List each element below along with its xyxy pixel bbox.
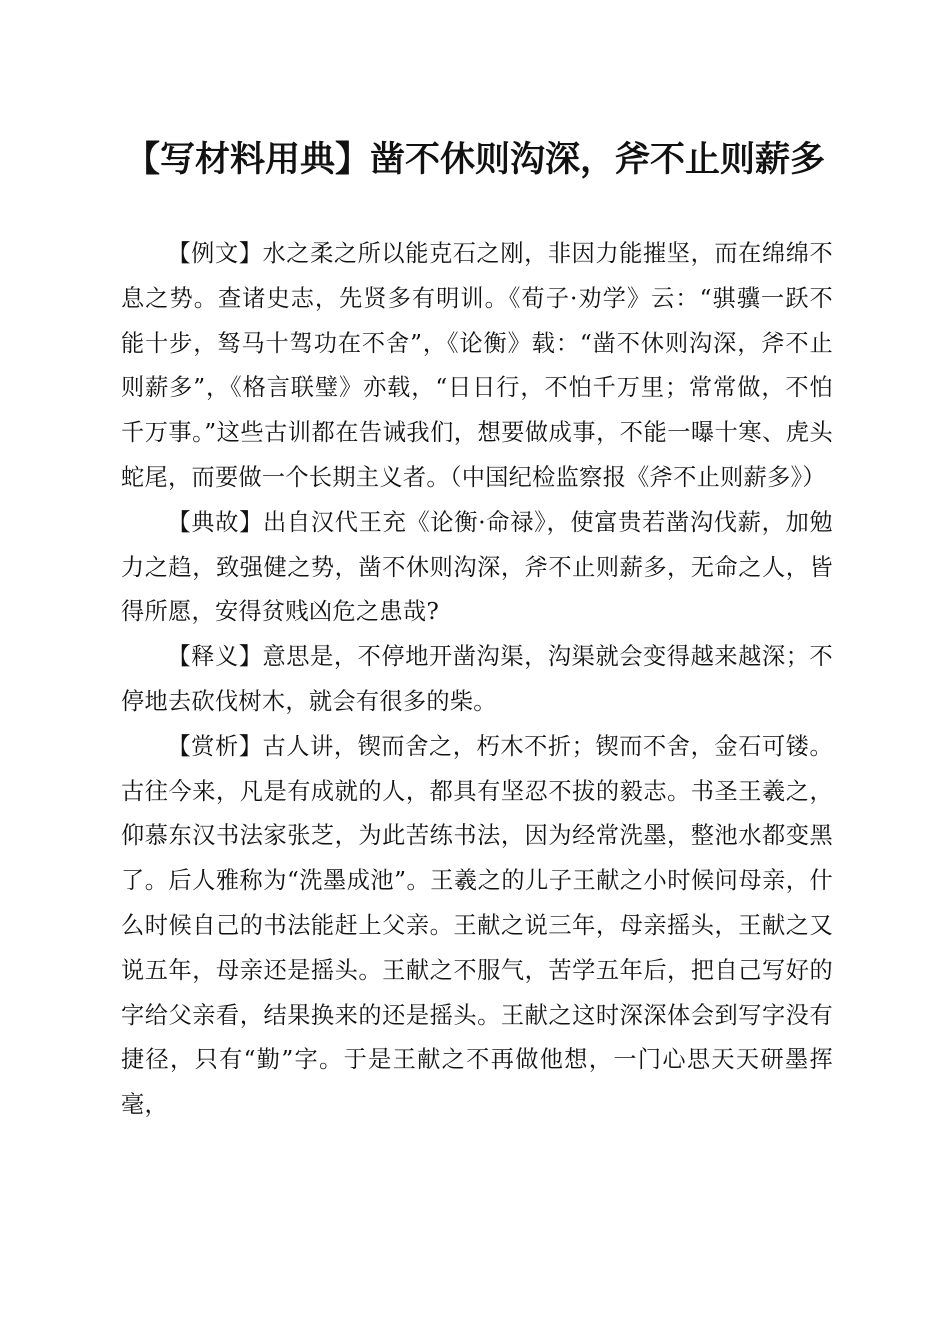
document-title: 【写材料用典】凿不休则沟深，斧不止则薪多: [124, 139, 825, 180]
paragraph-meaning: 【释义】意思是，不停地开凿沟渠，沟渠就会变得越来越深；不停地去砍伐树木，就会有很多的柴。: [121, 643, 833, 715]
paragraph-example: 【例文】水之柔之所以能克石之刚，非因力能摧坚，而在绵绵不息之势。查诸史志，先贤多有明训。《荀子·劝学》云：“骐骥一跃不能十步，驽马十驾功在不舍”，《论衡》载：“凿不休则沟深，斧不止则薪多”，《格言联璧》亦载，“日日行，不怕千万里；常常做，不怕千万事。”这些古训都在告诫我们，想要做成事，不能一曝十寒、虎头蛇尾，而要做一个长期主义者。（中国纪检监察报《斧不止则薪多》）: [121, 240, 833, 491]
paragraph-appreciation: 【赏析】古人讲，锲而舍之，朽木不折；锲而不舍，金石可镂。古往今来，凡是有成就的人，都具有坚忍不拔的毅志。书圣王羲之，仰慕东汉书法家张芝，为此苦练书法，因为经常洗墨，整池水都变黑了。后人雅称为“洗墨成池”。王羲之的儿子王献之小时候问母亲，什么时候自己的书法能赶上父亲。王献之说三年，母亲摇头，王献之又说五年，母亲还是摇头。王献之不服气，苦学五年后，把自己写好的字给父亲看，结果换来的还是摇头。王献之这时深深体会到写字没有捷径，只有“勤”字。于是王献之不再做他想，一门心思天天研墨挥毫，: [121, 732, 833, 1119]
paragraph-allusion: 【典故】出自汉代王充《论衡·命禄》，使富贵若凿沟伐薪，加勉力之趋，致强健之势，凿不休则沟深，斧不止则薪多，无命之人，皆得所愿，安得贫贱凶危之患哉?: [121, 508, 833, 626]
document-body: [121, 232, 833, 1128]
